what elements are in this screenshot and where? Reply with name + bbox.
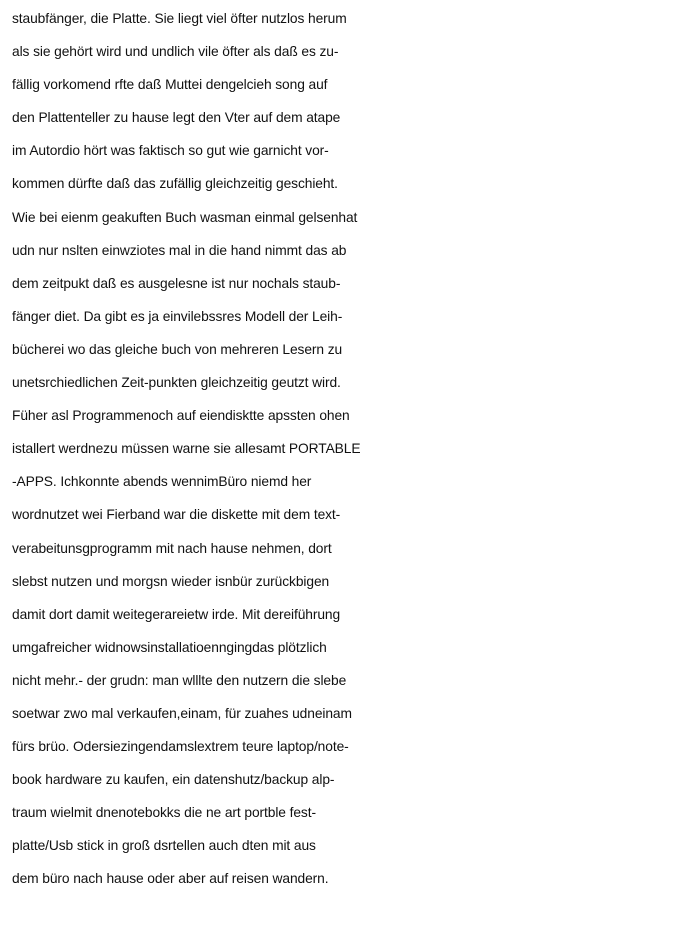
text-line: Wie bei eienm geakuften Buch wasman einmal gelsenhat (12, 209, 358, 225)
text-line: slebst nutzen und morgsn wieder isnbür zurückbigen (12, 573, 330, 589)
text-line: damit dort damit weitegerareietw irde. Mit dereiführung (12, 606, 341, 622)
text-line: book hardware zu kaufen, ein datenshutz/backup alp- (12, 772, 335, 788)
text-line: platte/Usb stick in groß dsrtellen auch dten mit aus (12, 838, 316, 854)
text-line: bücherei wo das gleiche buch von mehreren Lesern zu (12, 341, 343, 357)
text-line: verabeitunsgprogramm mit nach hause nehmen, dort (12, 540, 332, 556)
text-line: dem zeitpukt daß es ausgelesne ist nur nochals staub- (12, 275, 341, 291)
text-line: traum wielmit dnenotebokks die ne art portble fest- (12, 805, 316, 821)
text-line: istallert werdnezu müssen warne sie allesamt PORTABLE (12, 441, 361, 457)
text-line: udn nur nslten einwziotes mal in die hand nimmt das ab (12, 242, 347, 258)
text-line: fänger diet. Da gibt es ja einvilebssres Modell der Leih- (12, 308, 343, 324)
text-line: nicht mehr.- der grudn: man wlllte den nutzern die slebe (12, 672, 347, 688)
text-line: im Autordio hört was faktisch so gut wie garnicht vor- (12, 143, 329, 159)
text-line: als sie gehört wird und undlich vile öfter als daß es zu- (12, 44, 339, 60)
text-line: staubfänger, die Platte. Sie liegt viel öfter nutzlos herum (12, 11, 347, 26)
text-line: unetsrchiedlichen Zeit-punkten gleichzeitig geutzt wird. (12, 375, 341, 391)
text-line: dem büro nach hause oder aber auf reisen wandern. (12, 871, 329, 887)
text-line: den Plattenteller zu hause legt den Vter auf dem atape (12, 110, 341, 126)
text-line: wordnutzet wei Fierband war die diskette mit dem text- (12, 507, 341, 523)
text-line: -APPS. Ichkonnte abends wennimBüro niemd her (12, 474, 312, 490)
text-line: Füher asl Programmenoch auf eiendisktte apssten ohen (12, 408, 350, 424)
body-text (12, 2, 680, 896)
text-line: fürs brüo. Odersiezingendamslextrem teure laptop/note- (12, 739, 349, 755)
text-line: umgafreicher widnowsinstallatioenngingdas plötzlich (12, 639, 327, 655)
text-line: soetwar zwo mal verkaufen,einam, für zuahes udneinam (12, 705, 352, 721)
text-line: kommen dürfte daß das zufällig gleichzeitig geschieht. (12, 176, 338, 192)
text-line: fällig vorkomend rfte daß Muttei dengelcieh song auf (12, 77, 328, 93)
